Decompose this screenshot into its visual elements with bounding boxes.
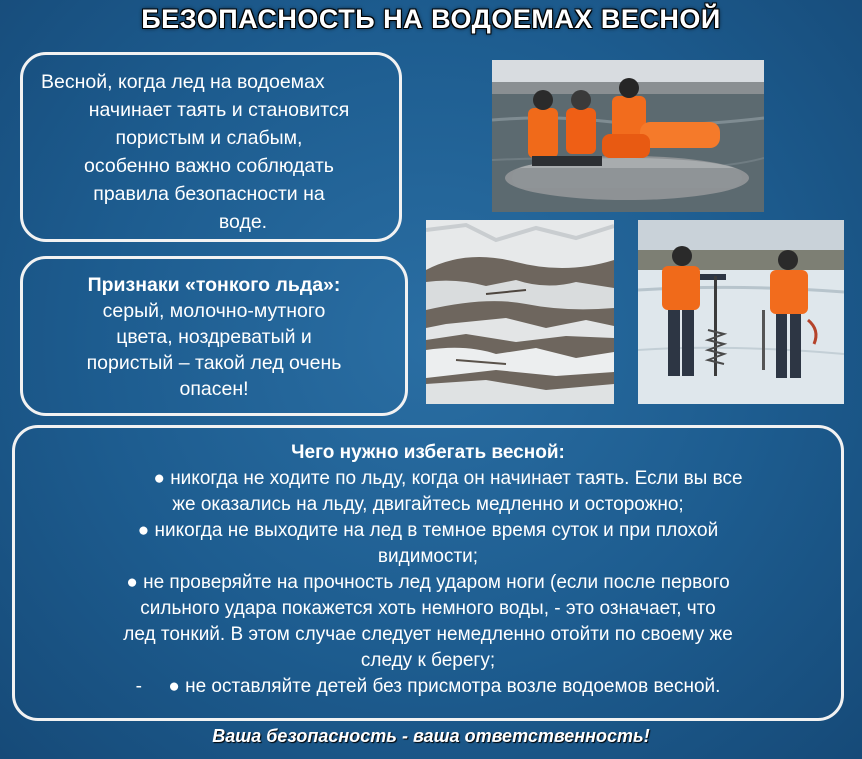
thin-ice-line: цвета, ноздреватый и (116, 326, 312, 348)
intro-line: воде. (218, 211, 268, 233)
intro-box (20, 52, 402, 242)
avoid-line: сильного удара покажется хоть немного воды, - это означает, что (140, 598, 716, 619)
rescuers-in-inflatable-boat-photo (492, 60, 764, 212)
avoid-line: лед тонкий. В этом случае следует немедленно отойти по своему же (123, 624, 733, 645)
avoid-line: следу к берегу; (360, 650, 496, 671)
thin-ice-line: пористый – такой лед очень (86, 352, 342, 374)
avoid-line: же оказались на льду, двигайтесь медленно и осторожно; (172, 494, 684, 515)
ice-photo (426, 220, 614, 404)
avoid-line: - ● не оставляйте детей без присмотра возле водоемов весной. (135, 676, 721, 697)
avoid-heading: Чего нужно избегать весной: (291, 442, 565, 463)
thin-ice-line: серый, молочно-мутного (102, 300, 326, 322)
intro-line: начинает таять и становится (88, 99, 350, 121)
thin-ice-line: опасен! (179, 378, 249, 400)
thin-ice-heading: Признаки «тонкого льда»: (87, 274, 341, 296)
boat-photo (492, 60, 764, 212)
melting-ice-floes-photo (426, 220, 614, 404)
intro-line: Весной, когда лед на водоемах (41, 71, 325, 93)
avoid-box (12, 425, 844, 721)
avoid-line: видимости; (377, 546, 479, 567)
avoid-line: ● никогда не ходите по льду, когда он начинает таять. Если вы все (153, 468, 743, 489)
drill-photo (638, 220, 844, 404)
page-title: БЕЗОПАСНОСТЬ НА ВОДОЕМАХ ВЕСНОЙ (141, 4, 721, 34)
intro-line: пористым и слабым, (115, 127, 303, 149)
intro-line: правила безопасности на (93, 183, 325, 205)
thin-ice-box (20, 256, 408, 416)
avoid-line: ● не проверяйте на прочность лед ударом ноги (если после первого (126, 572, 730, 593)
avoid-line: ● никогда не выходите на лед в темное время суток и при плохой (137, 520, 719, 541)
intro-line: особенно важно соблюдать (84, 155, 334, 177)
rescuers-drilling-ice-photo (638, 220, 844, 404)
footer-slogan: Ваша безопасность - ваша ответственность! (212, 726, 650, 746)
